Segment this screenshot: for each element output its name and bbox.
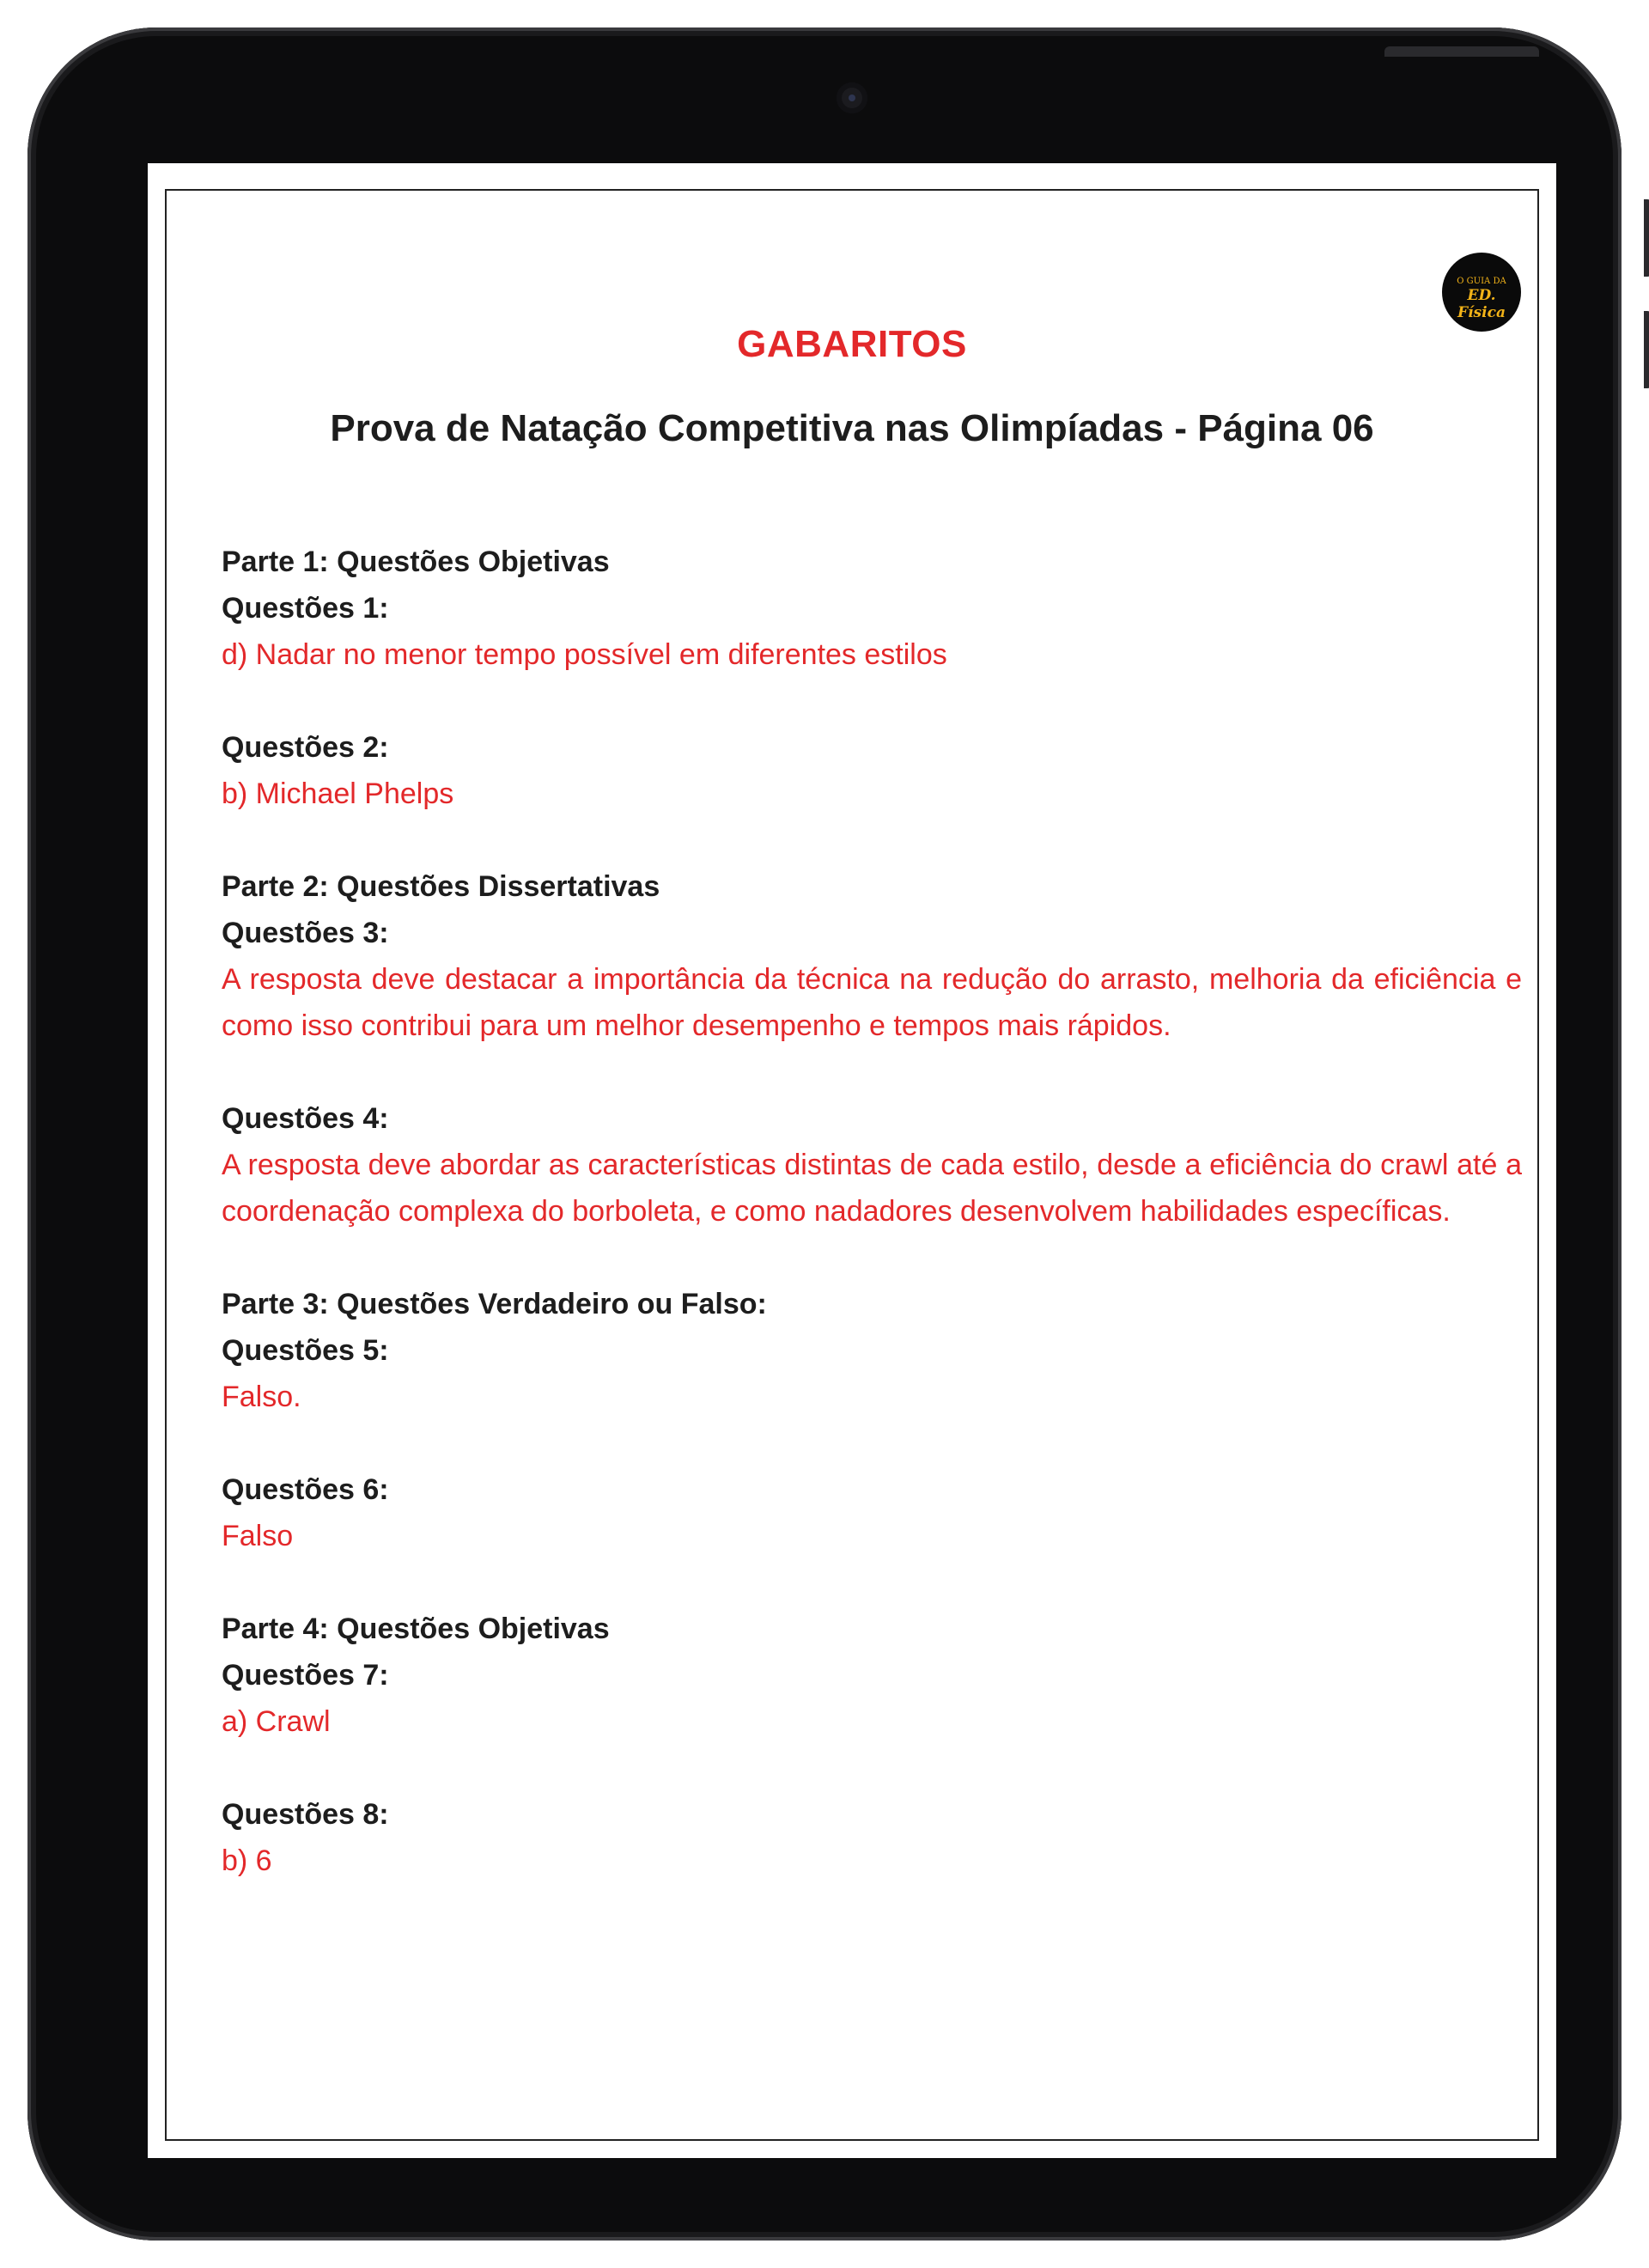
question-8-answer: b) 6 (222, 1844, 272, 1877)
question-8-label: Questões 8: (222, 1798, 389, 1831)
page-title: GABARITOS (737, 323, 967, 365)
device-side-button-lower (1644, 311, 1649, 388)
question-3-label: Questões 3: (222, 917, 389, 949)
question-5-label: Questões 5: (222, 1334, 389, 1367)
document-screen (148, 163, 1556, 2158)
page-border (165, 189, 1539, 2141)
question-7-answer: a) Crawl (222, 1705, 331, 1738)
logo-line-2: ED. Física (1457, 287, 1506, 321)
part-1-title: Parte 1: Questões Objetivas (222, 546, 610, 578)
part-4-title: Parte 4: Questões Objetivas (222, 1613, 610, 1645)
question-4-label: Questões 4: (222, 1102, 389, 1135)
question-6-label: Questões 6: (222, 1473, 389, 1506)
answers-content (222, 539, 1522, 1884)
question-2-label: Questões 2: (222, 731, 389, 764)
question-1-answer: d) Nadar no menor tempo possível em diferentes estilos (222, 638, 947, 671)
question-7-label: Questões 7: (222, 1659, 389, 1692)
tablet-device (27, 27, 1622, 2241)
device-top-button (1384, 46, 1539, 57)
part-3-title: Parte 3: Questões Verdadeiro ou Falso: (222, 1288, 767, 1320)
brand-logo (1442, 253, 1521, 332)
question-2-answer: b) Michael Phelps (222, 777, 454, 810)
part-2-title: Parte 2: Questões Dissertativas (222, 870, 660, 903)
device-side-button-upper (1644, 199, 1649, 277)
question-4-answer: A resposta deve abordar as características distintas de cada estilo, desde a eficiência do crawl até a coordenação complexa do borboleta, e como nadadores desenvolvem habilidades específicas. (222, 1149, 1522, 1228)
question-3-answer: A resposta deve destacar a importância da técnica na redução do arrasto, melhoria da eficiência e como isso contribui para um melhor desempenho e tempos mais rápidos. (222, 963, 1522, 1042)
logo-line-1: O GUIA DA (1457, 277, 1506, 286)
question-5-answer: Falso. (222, 1381, 301, 1413)
page-subtitle: Prova de Natação Competitiva nas Olimpíadas - Página 06 (330, 407, 1374, 449)
front-camera-icon (837, 82, 867, 113)
question-1-label: Questões 1: (222, 592, 389, 625)
question-6-answer: Falso (222, 1520, 294, 1552)
